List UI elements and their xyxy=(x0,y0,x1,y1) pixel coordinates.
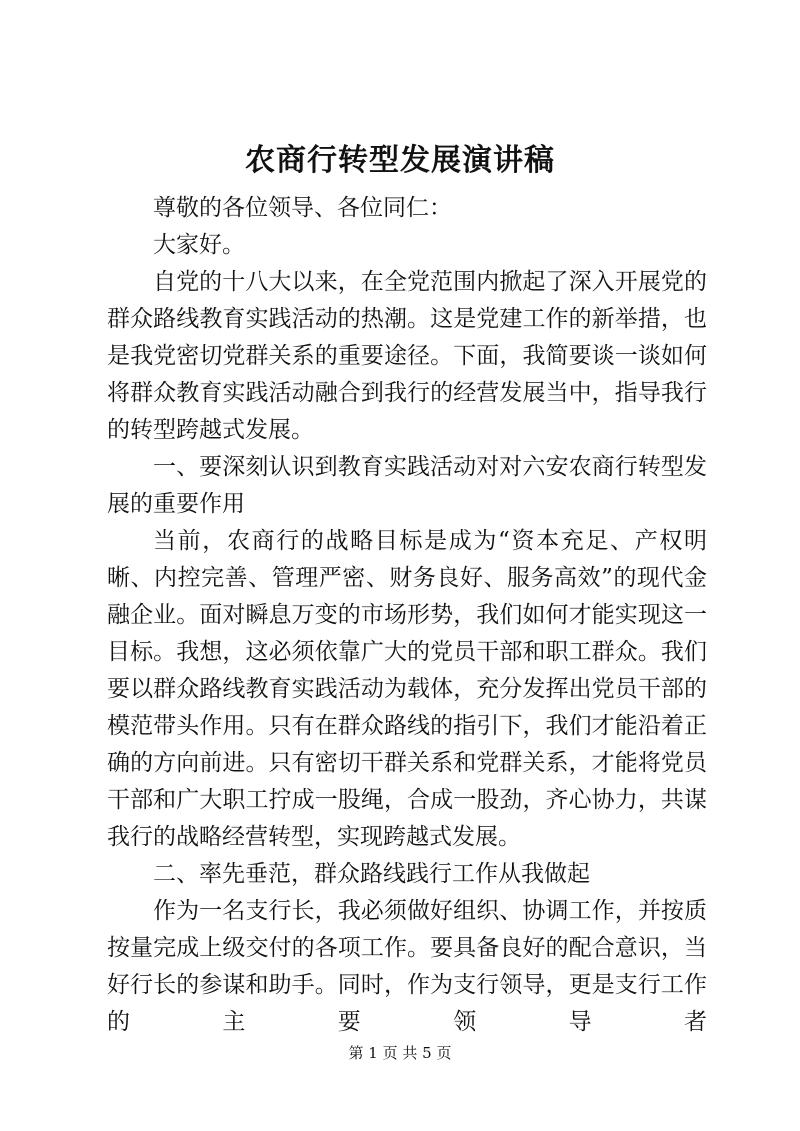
greeting-paragraph: 尊敬的各位领导、各位同仁： xyxy=(153,195,452,221)
body-paragraph: 当前，农商行的战略目标是成为“资本充足、产权明晰、内控完善、管理严密、财务良好、服务高效”的现代金融企业。面对瞬息万变的市场形势，我们如何才能实现这一目标。我想，这必须依靠广大的党员干部和职工群众。我们要以群众路线教育实践活动为载体，充分发挥出党员干部的模范带头作用。只有在群众路线的指引下，我们才能沿着正确的方向前进。只有密切干群关系和党群关系，才能将党员干部和广大职工拧成一股绳，合成一股劲，齐心协力，共谋我行的战略经营转型，实现跨越式发展。 xyxy=(107,528,707,850)
document-title: 农商行转型发展演讲稿 xyxy=(245,143,555,178)
body-paragraph: 作为一名支行长，我必须做好组织、协调工作，并按质按量完成上级交付的各项工作。要具备良好的配合意识，当好行长的参谋和助手。同时，作为支行领导，更是支行工作的主要领导者 xyxy=(107,898,707,1035)
section-heading-1: 一、要深刻认识到教育实践活动对对六安农商行转型发展的重要作用 xyxy=(107,454,707,517)
page-footer: 第 1 页 共 5 页 xyxy=(348,1044,452,1062)
section-heading-2: 二、率先垂范，群众路线践行工作从我做起 xyxy=(153,861,590,887)
document-body xyxy=(107,190,707,1041)
intro-paragraph: 自党的十八大以来，在全党范围内掀起了深入开展党的群众路线教育实践活动的热潮。这是党建工作的新举措，也是我党密切党群关系的重要途径。下面，我简要谈一谈如何将群众教育实践活动融合到我行的经营发展当中，指导我行的转型跨越式发展。 xyxy=(107,269,707,443)
salutation-paragraph: 大家好。 xyxy=(153,232,245,258)
